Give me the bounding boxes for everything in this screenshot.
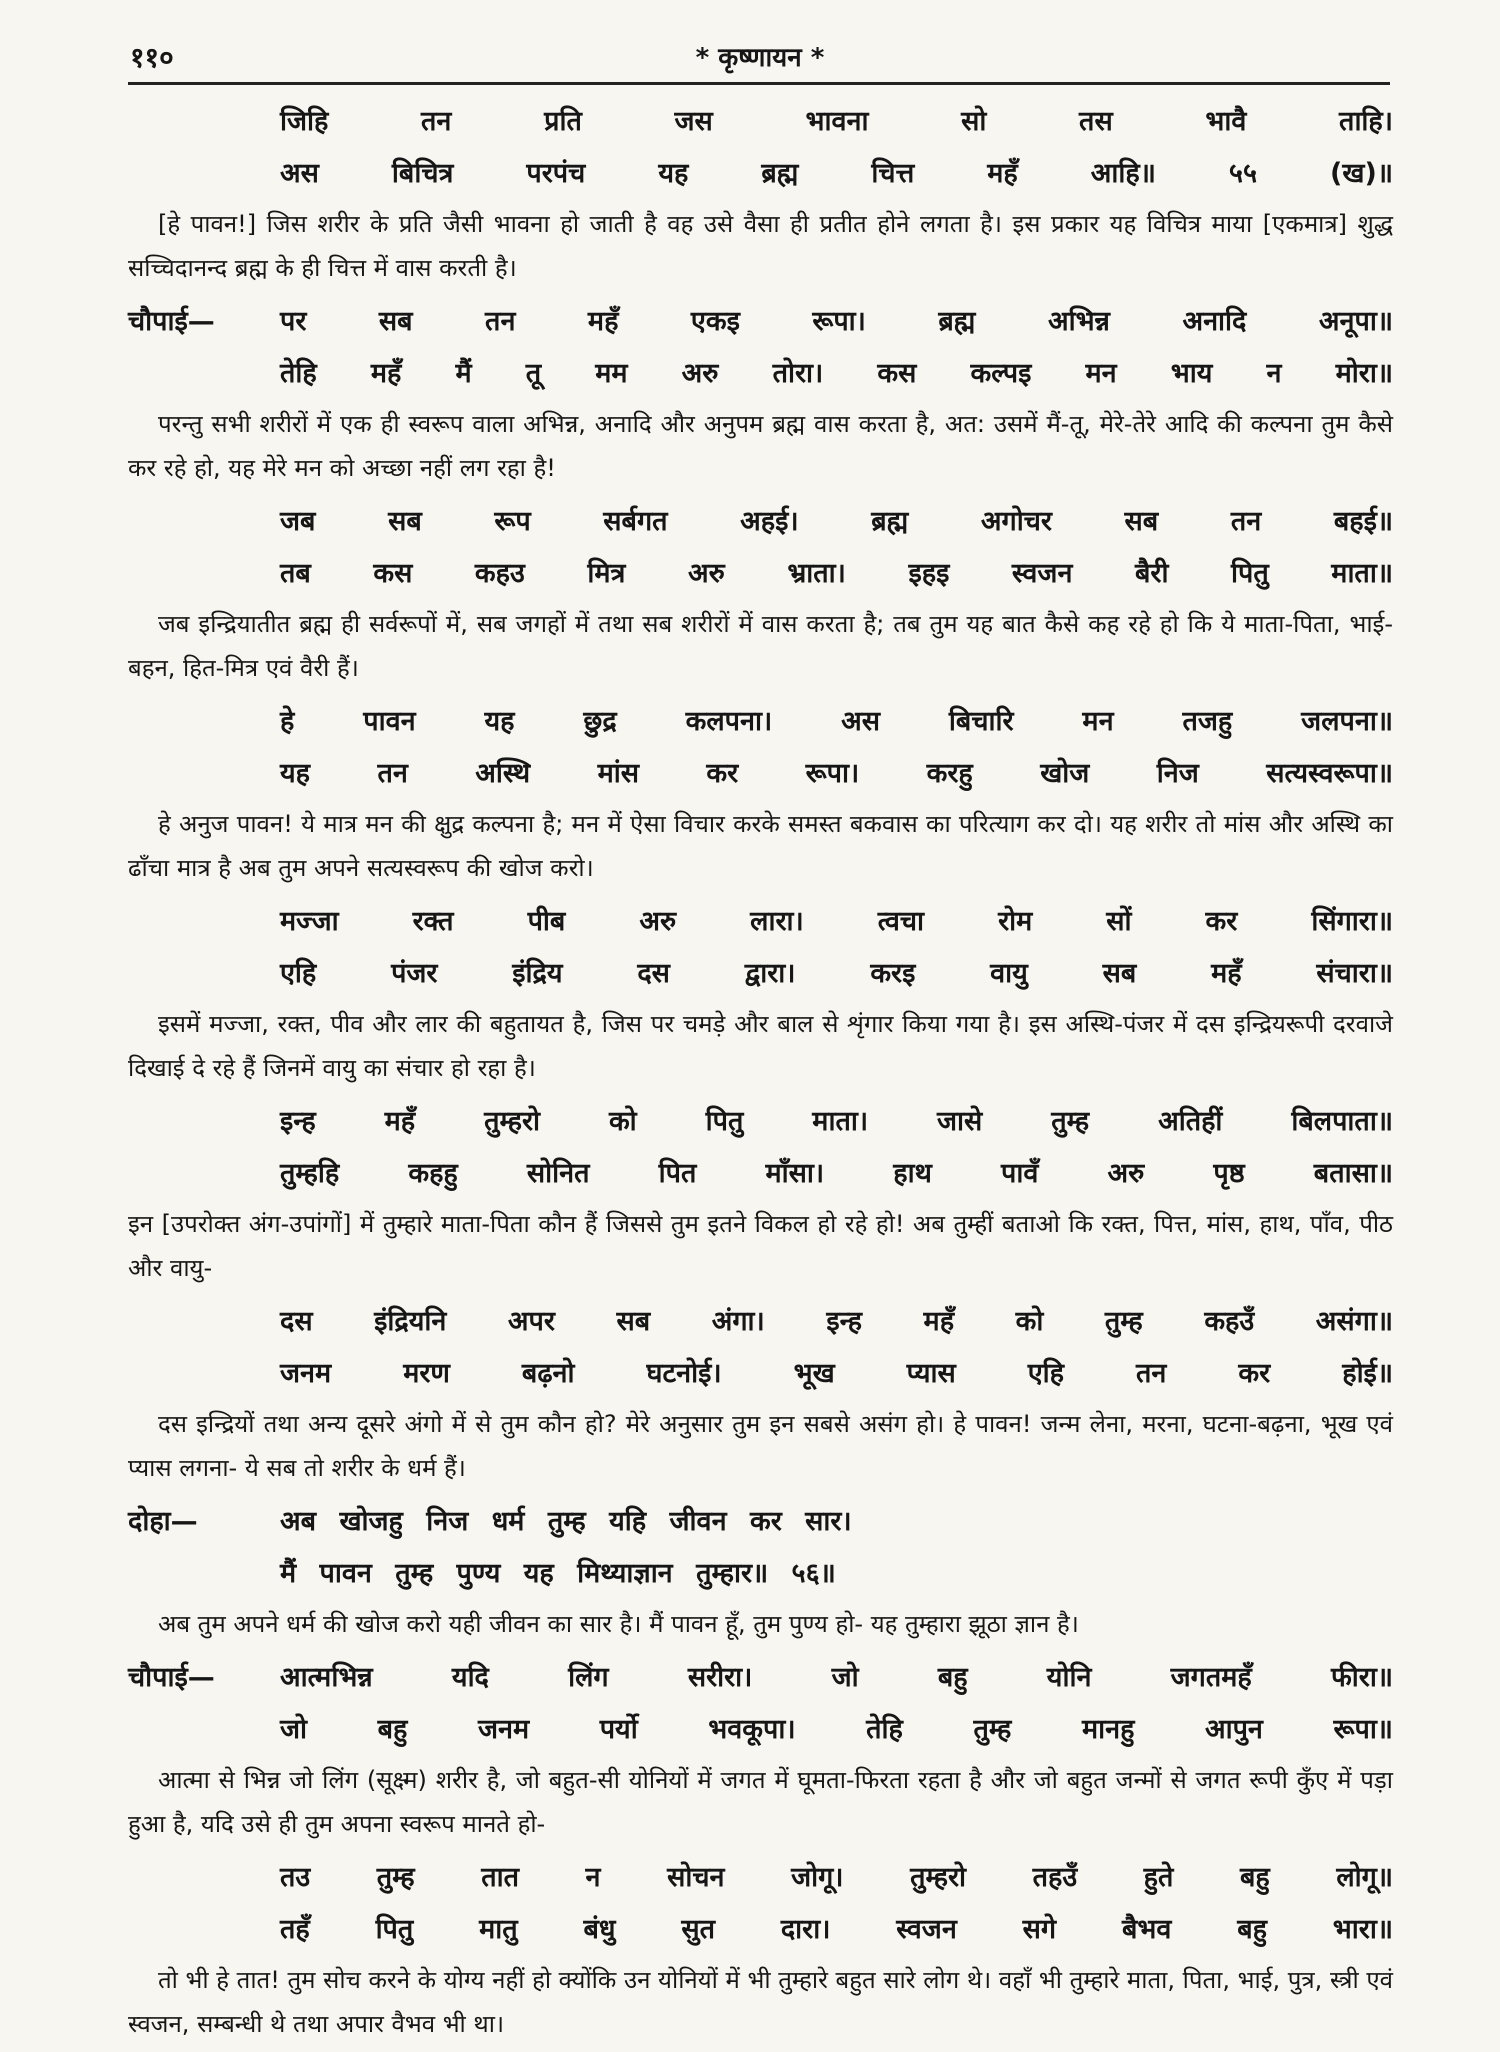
commentary-paragraph: [हे पावन!] जिस शरीर के प्रति जैसी भावना हो जाती है वह उसे वैसा ही प्रतीत होने लगता है। इस प्रकार यह विचित्र माया [एकमात्र] शुद्ध सच्चिदानन्द ब्रह्म के ही चित्त में वास करती है। <box>128 210 1393 282</box>
verse-text: हे पावन यह छुद्र कलपना। अस बिचारि मन तजहु जलपना॥ <box>280 706 1393 737</box>
page-number: ११० <box>130 41 174 74</box>
verse-label: दोहा— <box>128 1506 198 1537</box>
verse-text: अस बिचित्र परपंच यह ब्रह्म चित्त महँ आहि॥ ५५ (ख)॥ <box>280 158 1393 189</box>
verse-text: तउ तुम्ह तात न सोचन जोगू। तुम्हरो तहउँ हुते बहु लोगू॥ <box>280 1862 1393 1893</box>
verse-text: यह तन अस्थि मांस कर रूपा। करहु खोज निज सत्यस्वरूपा॥ <box>280 758 1393 789</box>
commentary-paragraph: इसमें मज्जा, रक्त, पीव और लार की बहुतायत है, जिस पर चमड़े और बाल से शृंगार किया गया है। इस अस्थि-पंजर में दस इन्द्रियरूपी दरवाजे दिखाई दे रहे हैं जिनमें वायु का संचार हो रहा है। <box>128 1010 1393 1082</box>
verse-text: मैं पावन तुम्ह पुण्य यह मिथ्याज्ञान तुम्हार॥ ५६॥ <box>280 1558 836 1589</box>
verse-text: अब खोजहु निज धर्म तुम्ह यहि जीवन कर सार। <box>280 1506 852 1537</box>
verse-line <box>128 896 1393 948</box>
verse-line <box>128 696 1393 748</box>
page-content <box>128 96 1393 2052</box>
commentary-paragraph: तो भी हे तात! तुम सोच करने के योग्य नहीं हो क्योंकि उन योनियों में भी तुम्हारे बहुत सारे लोग थे। वहाँ भी तुम्हारे माता, पिता, भाई, पुत्र, स्त्री एवं स्वजन, सम्बन्धी थे तथा अपार वैभव भी था। <box>128 1966 1393 2038</box>
verse-line <box>128 348 1393 400</box>
running-head: * कृष्णायन * <box>695 43 825 73</box>
commentary-paragraph: इन [उपरोक्त अंग-उपांगों] में तुम्हारे माता-पिता कौन हैं जिससे तुम इतने विकल हो रहे हो! अब तुम्हीं बताओ कि रक्त, पित्त, मांस, हाथ, पाँव, पीठ और वायु- <box>128 1210 1393 1282</box>
verse-line <box>128 1904 1393 1956</box>
verse-text: जनम मरण बढ़नो घटनोई। भूख प्यास एहि तन कर होई॥ <box>280 1358 1393 1389</box>
verse-line <box>128 1296 1393 1348</box>
verse-line <box>128 1348 1393 1400</box>
verse-text: जब सब रूप सर्बगत अहई। ब्रह्म अगोचर सब तन बहई॥ <box>280 506 1393 537</box>
commentary-paragraph: हे अनुज पावन! ये मात्र मन की क्षुद्र कल्पना है; मन में ऐसा विचार करके समस्त बकवास का परित्याग कर दो। यह शरीर तो मांस और अस्थि का ढाँचा मात्र है अब तुम अपने सत्यस्वरूप की खोज करो। <box>128 810 1393 882</box>
verse-line <box>128 948 1393 1000</box>
commentary-paragraph: दस इन्द्रियों तथा अन्य दूसरे अंगो में से तुम कौन हो? मेरे अनुसार तुम इन सबसे असंग हो। हे पावन! जन्म लेना, मरना, घटना-बढ़ना, भूख एवं प्यास लगना- ये सब तो शरीर के धर्म हैं। <box>128 1410 1393 1482</box>
verse-text: जिहि तन प्रति जस भावना सो तस भावै ताहि। <box>280 106 1393 137</box>
verse-line <box>128 148 1393 200</box>
commentary-paragraph: अब तुम अपने धर्म की खोज करो यही जीवन का सार है। मैं पावन हूँ, तुम पुण्य हो- यह तुम्हारा झूठा ज्ञान है। <box>158 1610 1079 1638</box>
verse-text: पर सब तन महँ एकइ रूपा। ब्रह्म अभिन्न अनादि अनूपा॥ <box>280 306 1393 337</box>
doha-line <box>128 1548 1393 1600</box>
verse-line <box>128 496 1393 548</box>
verse-text: आत्मभिन्न यदि लिंग सरीरा। जो बहु योनि जगतमहँ फीरा॥ <box>280 1662 1393 1693</box>
verse-line <box>128 1096 1393 1148</box>
verse-label: चौपाई— <box>128 306 215 337</box>
verse-text: इन्ह महँ तुम्हरो को पितु माता। जासे तुम्ह अतिहीं बिलपाता॥ <box>280 1106 1393 1137</box>
verse-line <box>128 96 1393 148</box>
verse-label: चौपाई— <box>128 1662 215 1693</box>
commentary-paragraph: आत्मा से भिन्न जो लिंग (सूक्ष्म) शरीर है, जो बहुत-सी योनियों में जगत में घूमता-फिरता रहता है और जो बहुत जन्मों से जगत रूपी कुँए में पड़ा हुआ है, यदि उसे ही तुम अपना स्वरूप मानते हो- <box>128 1766 1393 1838</box>
verse-text: तुम्हहि कहहु सोनित पित माँसा। हाथ पावँ अरु पृष्ठ बतासा॥ <box>280 1158 1393 1189</box>
verse-line <box>128 1652 1393 1704</box>
verse-line <box>128 296 1393 348</box>
verse-text: तेहि महँ मैं तू मम अरु तोरा। कस कल्पइ मन भाय न मोरा॥ <box>280 358 1393 389</box>
header-rule <box>128 82 1390 85</box>
doha-line <box>128 1496 1393 1548</box>
verse-text: तहँ पितु मातु बंधु सुत दारा। स्वजन सगे बैभव बहु भारा॥ <box>280 1914 1393 1945</box>
verse-text: एहि पंजर इंद्रिय दस द्वारा। करइ वायु सब महँ संचारा॥ <box>280 958 1393 989</box>
verse-line <box>128 1704 1393 1756</box>
verse-line <box>128 1852 1393 1904</box>
commentary-paragraph: जब इन्द्रियातीत ब्रह्म ही सर्वरूपों में, सब जगहों में तथा सब शरीरों में वास करता है; तब तुम यह बात कैसे कह रहे हो कि ये माता-पिता, भाई-बहन, हित-मित्र एवं वैरी हैं। <box>128 610 1393 682</box>
verse-line <box>128 748 1393 800</box>
commentary-paragraph: परन्तु सभी शरीरों में एक ही स्वरूप वाला अभिन्न, अनादि और अनुपम ब्रह्म वास करता है, अत: उसमें मैं-तू, मेरे-तेरे आदि की कल्पना तुम कैसे कर रहे हो, यह मेरे मन को अच्छा नहीं लग रहा है! <box>128 410 1393 482</box>
verse-line <box>128 1148 1393 1200</box>
verse-text: मज्जा रक्त पीब अरु लारा। त्वचा रोम सों कर सिंगारा॥ <box>280 906 1393 937</box>
verse-text: तब कस कहउ मित्र अरु भ्राता। इहइ स्वजन बैरी पितु माता॥ <box>280 558 1393 589</box>
verse-text: जो बहु जनम पर्यो भवकूपा। तेहि तुम्ह मानहु आपुन रूपा॥ <box>280 1714 1393 1745</box>
verse-line <box>128 548 1393 600</box>
verse-text: दस इंद्रियनि अपर सब अंगा। इन्ह महँ को तुम्ह कहउँ असंगा॥ <box>280 1306 1393 1337</box>
page-header <box>130 38 1390 78</box>
